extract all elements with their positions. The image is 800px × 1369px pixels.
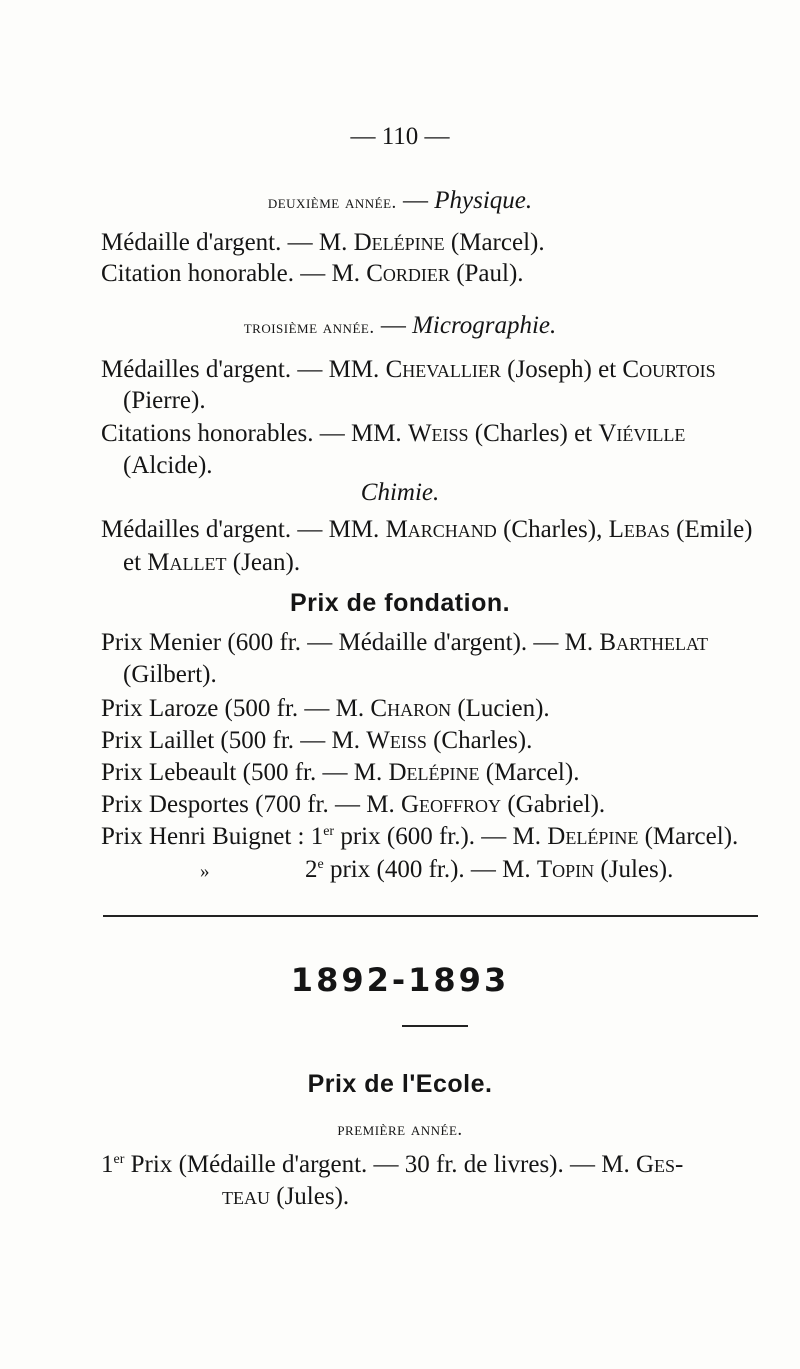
text: (Lucien). xyxy=(451,695,550,722)
person-name: Charon xyxy=(370,695,452,722)
person-name: Barthelat xyxy=(599,629,708,656)
text: Médaille d'argent. — M. xyxy=(101,229,354,256)
text-line xyxy=(101,355,716,385)
superscript: er xyxy=(113,1152,125,1167)
text-line xyxy=(101,228,545,258)
person-name: Marchand xyxy=(385,516,497,543)
text-line xyxy=(101,515,753,545)
section-divider xyxy=(103,915,758,917)
text: Prix Henri Buignet : 1 xyxy=(101,823,324,850)
text-line xyxy=(101,694,550,724)
text: Citations honorables. — MM. xyxy=(101,420,408,447)
text-line: (Pierre). xyxy=(123,387,206,414)
text: 1 xyxy=(101,1151,114,1178)
text: Médailles d'argent. — MM. xyxy=(101,516,386,543)
heading-year: troisième année. xyxy=(243,317,375,338)
heading-year: deuxième année. xyxy=(267,192,397,213)
text: (Charles) et xyxy=(468,420,599,447)
text-line xyxy=(101,758,579,788)
person-name: Mallet xyxy=(147,549,227,576)
person-name: Weiss xyxy=(366,727,427,754)
person-name: Geoffroy xyxy=(400,791,502,818)
person-name: Lebas xyxy=(608,516,670,543)
text: (Gabriel). xyxy=(501,791,606,818)
section-subtitle-premiere-annee: première année. xyxy=(337,1119,463,1140)
text: 2 xyxy=(305,856,318,883)
text-line: (Gilbert). xyxy=(123,661,217,688)
subheading-chimie: Chimie. xyxy=(360,479,440,506)
text-line xyxy=(101,726,532,756)
text: (Jules). xyxy=(594,856,674,883)
person-name: Weiss xyxy=(407,420,469,447)
section-title-prix-de-fondation: Prix de fondation. xyxy=(289,589,511,617)
person-name: teau xyxy=(222,1183,270,1210)
text-line xyxy=(101,822,738,852)
text: (Joseph) et xyxy=(500,356,623,383)
text: (Charles), xyxy=(496,516,609,543)
ditto-mark: » xyxy=(200,861,210,882)
section-title-prix-de-l-ecole: Prix de l'Ecole. xyxy=(307,1070,493,1098)
text-line: (Alcide). xyxy=(123,452,213,479)
text-line xyxy=(101,259,524,289)
person-name: Topin xyxy=(536,856,595,883)
text-line xyxy=(101,790,605,820)
text: Prix Laroze (500 fr. — M. xyxy=(101,695,371,722)
text: Prix Laillet (500 fr. — M. xyxy=(101,727,367,754)
heading-dash: — xyxy=(374,312,413,339)
person-name: Delépine xyxy=(388,759,480,786)
text: Citation honorable. — M. xyxy=(101,260,367,287)
heading-subject: Micrographie. xyxy=(412,312,557,339)
text: (Marcel). xyxy=(638,823,739,850)
text-line xyxy=(101,1150,683,1180)
text: (Paul). xyxy=(449,260,524,287)
superscript: er xyxy=(323,824,335,839)
person-name: Delépine xyxy=(547,823,639,850)
person-name: Chevallier xyxy=(385,356,501,383)
person-name: Ges- xyxy=(635,1151,684,1178)
person-name: Delépine xyxy=(353,229,445,256)
heading-subject: Physique. xyxy=(434,187,533,214)
text: Prix (Médaille d'argent. — 30 fr. de livres). — M. xyxy=(124,1151,636,1178)
section-heading-deuxieme-annee xyxy=(0,186,800,218)
person-name: Cordier xyxy=(366,260,450,287)
text: (Marcel). xyxy=(444,229,545,256)
heading-dash: — xyxy=(396,187,435,214)
text-line xyxy=(101,419,685,449)
text: prix (400 fr.). — M. xyxy=(323,856,537,883)
text: Prix Desportes (700 fr. — M. xyxy=(101,791,401,818)
text: Médailles d'argent. — MM. xyxy=(101,356,386,383)
text-line xyxy=(101,628,708,658)
text: Prix Lebeault (500 fr. — M. xyxy=(101,759,389,786)
text: (Marcel). xyxy=(479,759,580,786)
superscript: e xyxy=(317,857,324,872)
text: Prix Menier (600 fr. — Médaille d'argent). — M. xyxy=(101,629,600,656)
text: prix (600 fr.). — M. xyxy=(334,823,548,850)
text: (Jules). xyxy=(270,1183,350,1210)
text: (Jean). xyxy=(226,549,301,576)
person-name: Courtois xyxy=(622,356,716,383)
text-line xyxy=(222,1182,349,1212)
text: et xyxy=(123,549,148,576)
person-name: Viéville xyxy=(598,420,686,447)
short-divider xyxy=(402,1025,468,1027)
section-heading-troisieme-annee xyxy=(0,311,800,343)
text: (Charles). xyxy=(426,727,533,754)
text-line xyxy=(305,855,673,885)
year-heading: 1892-1893 xyxy=(290,961,510,999)
text-line xyxy=(123,548,300,578)
page-number: — 110 — xyxy=(350,123,450,150)
text: (Emile) xyxy=(669,516,753,543)
